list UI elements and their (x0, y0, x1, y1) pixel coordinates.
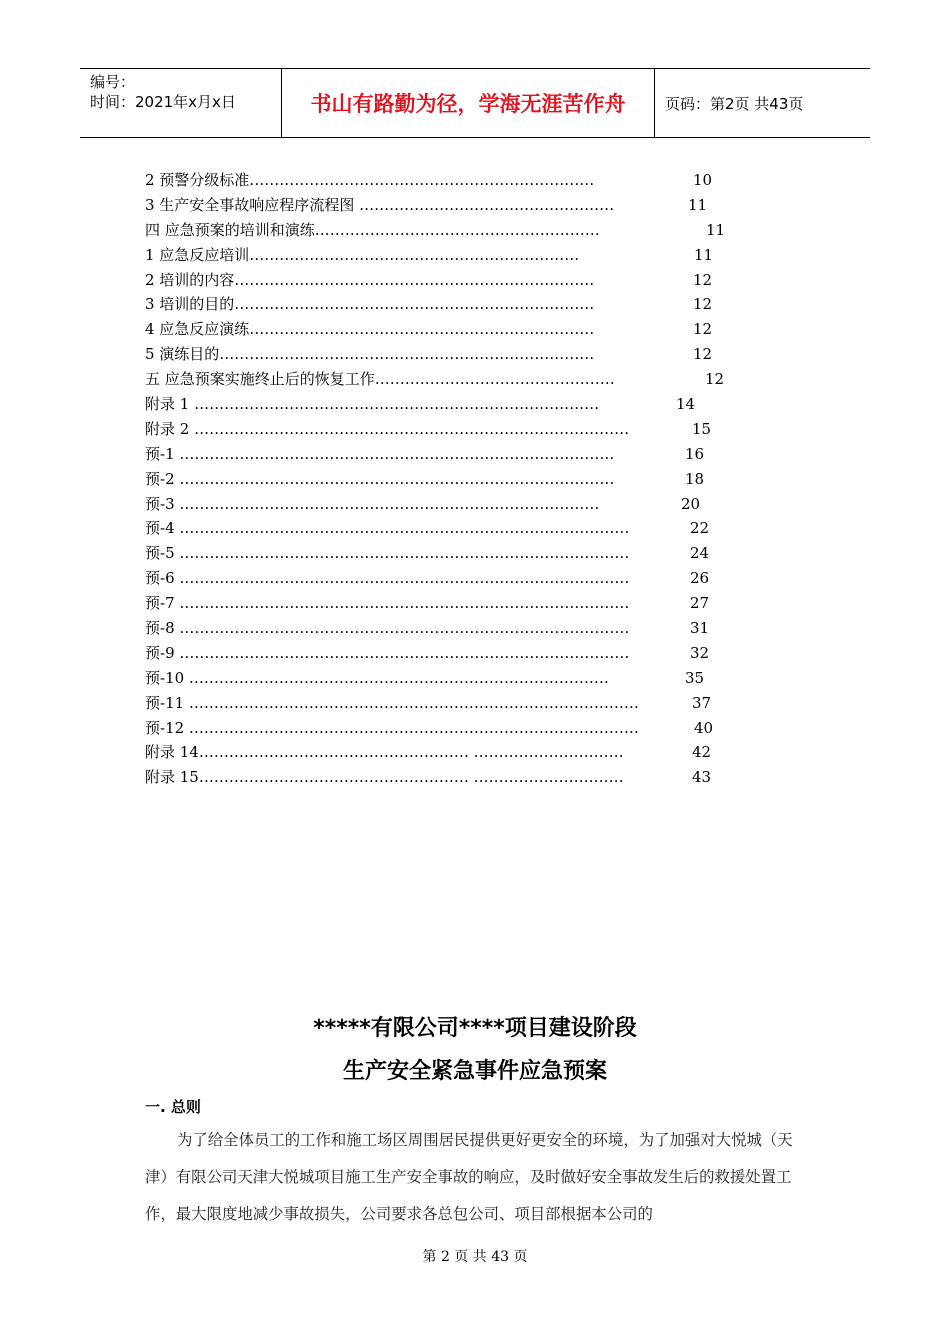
toc-entry (145, 492, 745, 517)
toc-entry-title: 预-2 …………………………………………………………………………… (145, 469, 615, 488)
toc-entry-page: 10 (693, 171, 713, 189)
toc-entry-title: 4 应急反应演练…………………………………………………………… (145, 320, 595, 339)
table-of-contents (145, 168, 745, 790)
toc-entry-title: 预-4 ……………………………………………………………………………… (145, 519, 630, 538)
toc-entry-title: 五 应急预案实施终止后的恢复工作………………………………………… (145, 370, 615, 389)
toc-entry (145, 740, 745, 765)
toc-entry (145, 691, 745, 716)
toc-entry-page: 22 (690, 519, 710, 538)
header-meta-cell (80, 69, 282, 137)
body-paragraph: 为了给全体员工的工作和施工场区周围居民提供更好更安全的环境，为了加强对大悦城（天津）有限公司天津大悦城项目施工生产安全事故的响应，及时做好安全事故发生后的救援处置工作，最大限度地减少事故损失，公司要求各总包公司、项目部根据本公司的 (145, 1131, 793, 1223)
toc-entry (145, 566, 745, 591)
toc-entry-page: 31 (690, 619, 710, 638)
toc-entry-page: 37 (692, 693, 712, 712)
toc-entry-title: 附录 2 …………………………………………………………………………… (145, 419, 630, 438)
toc-entry-page: 12 (693, 320, 713, 339)
toc-entry-title: 附录 15……………………………………………… ………………………… (145, 768, 624, 787)
toc-entry-title: 预-11 ……………………………………………………………………………… (145, 693, 639, 712)
toc-entry-title: 5 演练目的………………………………………………………………… (145, 345, 595, 364)
toc-entry (145, 367, 745, 392)
toc-entry-title: 预-12 ……………………………………………………………………………… (145, 718, 639, 737)
toc-entry-page: 27 (690, 594, 710, 613)
section-heading: 一. 总则 (145, 1098, 201, 1116)
number-label: 编号： (90, 73, 136, 91)
toc-entry-page: 24 (690, 544, 710, 563)
page-info-cell (655, 69, 870, 137)
toc-entry-title: 预-1 …………………………………………………………………………… (145, 444, 615, 463)
toc-entry-page: 40 (694, 718, 714, 737)
toc-entry (145, 168, 745, 193)
toc-entry-title: 1 应急反应培训………………………………………………………… (145, 245, 580, 264)
toc-entry-title: 2 培训的内容……………………………………………………………… (145, 270, 595, 289)
toc-entry-page: 32 (690, 643, 710, 662)
document-title-line1: *****有限公司****项目建设阶段 (313, 1016, 637, 1041)
toc-entry-page: 12 (693, 295, 713, 314)
toc-entry-page: 43 (692, 768, 712, 787)
page-info: 页码：第2页 共43页 (665, 94, 804, 113)
toc-entry (145, 417, 745, 442)
toc-entry (145, 218, 745, 243)
toc-entry (145, 268, 745, 293)
page-footer: 第 2 页 共 43 页 (422, 1249, 528, 1265)
toc-entry-title: 附录 14……………………………………………… ………………………… (145, 743, 624, 762)
toc-entry-page: 20 (681, 494, 701, 513)
toc-entry-page: 12 (705, 370, 725, 389)
toc-entry (145, 243, 745, 268)
motto-cell (282, 69, 655, 137)
toc-entry (145, 765, 745, 790)
toc-entry-page: 12 (693, 270, 713, 289)
time-label: 时间：2021年x月x日 (90, 93, 236, 111)
toc-entry (145, 442, 745, 467)
toc-entry-title: 3 生产安全事故响应程序流程图 …………………………………………… (145, 195, 615, 214)
toc-entry (145, 292, 745, 317)
toc-entry-title: 四 应急预案的培训和演练………………………………………………… (145, 220, 600, 239)
toc-entry (145, 392, 745, 417)
toc-entry (145, 716, 745, 741)
toc-entry-page: 14 (676, 395, 696, 414)
toc-entry-title: 预-5 ……………………………………………………………………………… (145, 544, 630, 563)
toc-entry-title: 2 预警分级标准…………………………………………………………… (145, 171, 595, 189)
toc-entry-page: 18 (685, 469, 705, 488)
document-title-line2: 生产安全紧急事件应急预案 (342, 1059, 607, 1084)
toc-entry-title: 预-9 ……………………………………………………………………………… (145, 643, 630, 662)
toc-entry-title: 预-3 ………………………………………………………………………… (145, 494, 600, 513)
toc-entry-title: 预-7 ……………………………………………………………………………… (145, 594, 630, 613)
motto-text: 书山有路勤为径，学海无涯苦作舟 (310, 92, 626, 116)
toc-entry-page: 35 (685, 668, 705, 687)
toc-entry (145, 666, 745, 691)
toc-entry-page: 11 (706, 220, 726, 239)
toc-entry-page: 11 (688, 195, 708, 214)
toc-entry (145, 317, 745, 342)
toc-entry-title: 附录 1 ……………………………………………………………………… (145, 395, 600, 414)
toc-entry-page: 12 (693, 345, 713, 364)
toc-entry (145, 591, 745, 616)
toc-entry-page: 26 (690, 569, 710, 588)
toc-entry-page: 16 (685, 444, 705, 463)
toc-entry-page: 11 (694, 245, 714, 264)
toc-entry-page: 15 (692, 419, 712, 438)
toc-entry-title: 预-6 ……………………………………………………………………………… (145, 569, 630, 588)
toc-entry (145, 342, 745, 367)
toc-entry (145, 641, 745, 666)
toc-entry (145, 541, 745, 566)
toc-entry-title: 3 培训的目的……………………………………………………………… (145, 295, 595, 314)
header-table (80, 68, 870, 138)
toc-entry-title: 预-8 ……………………………………………………………………………… (145, 619, 630, 638)
toc-entry-page: 42 (692, 743, 712, 762)
toc-entry (145, 193, 745, 218)
toc-entry (145, 467, 745, 492)
toc-entry-title: 预-10 ………………………………………………………………………… (145, 668, 609, 687)
toc-entry (145, 616, 745, 641)
toc-entry (145, 516, 745, 541)
